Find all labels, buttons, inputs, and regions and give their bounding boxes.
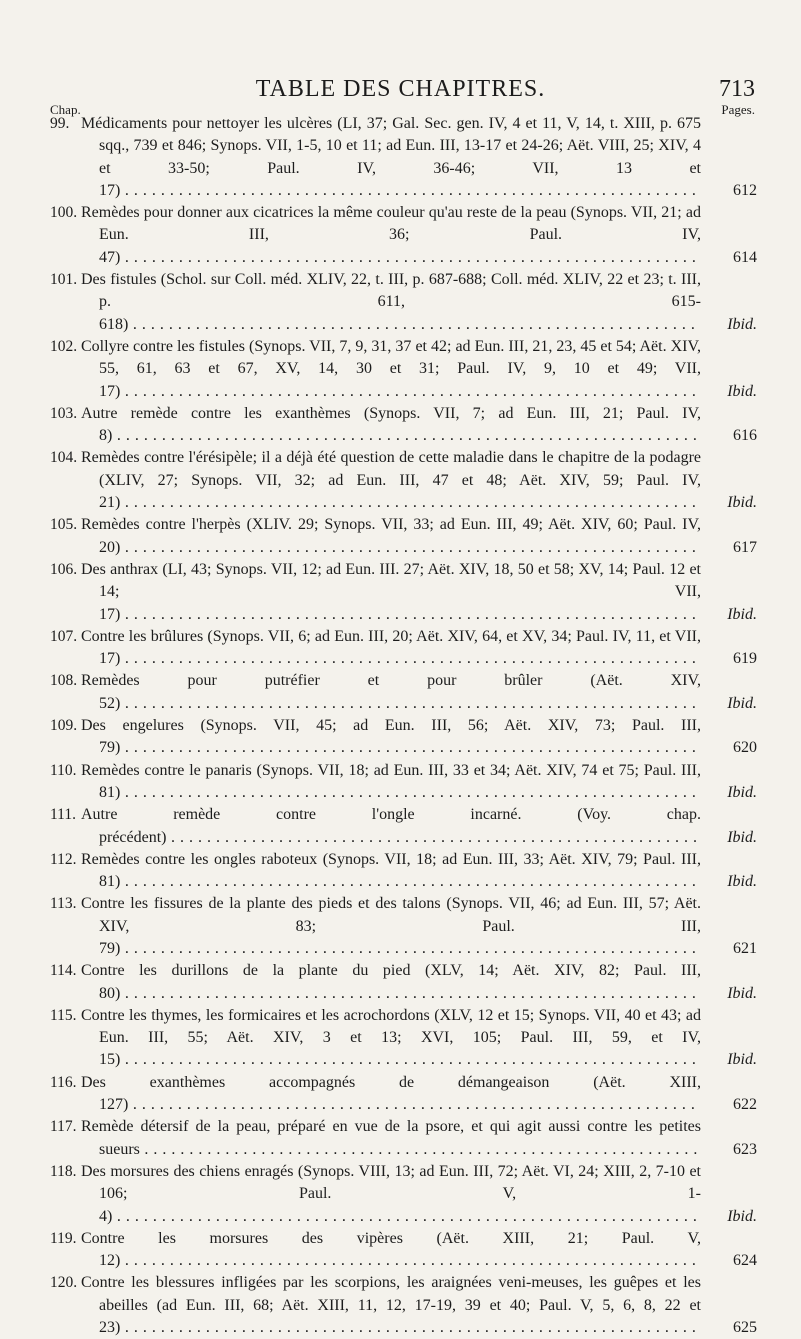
entry-text-block <box>81 1272 701 1339</box>
chapter-number: 105. <box>50 516 78 534</box>
chapter-title: Remèdes pour donner aux cicatrices la même couleur qu'au reste de la peau (Synops. VII, 21; ad Eun. III, 36; Paul. IV, 47) . . . <box>81 204 701 266</box>
chapter-number: 114. <box>50 962 77 980</box>
toc-entry <box>50 849 757 894</box>
toc-entry <box>50 626 757 671</box>
page-reference: Ibid. <box>699 983 757 1005</box>
entry-text-block <box>81 403 701 448</box>
entry-text-block <box>81 670 701 715</box>
chapter-number: 104. <box>50 449 78 467</box>
toc-entry <box>50 559 757 626</box>
entry-text-block <box>81 760 701 805</box>
chapter-title: Contre les durillons de la plante du pied (XLV, 14; Aët. XIV, 82; Paul. III, 80) . . . <box>81 962 701 1001</box>
chapter-number: 116. <box>50 1073 77 1091</box>
page-reference: Ibid. <box>699 314 757 336</box>
toc-entry <box>50 514 757 559</box>
chapter-title: Remèdes contre l'érésipèle; il a déjà été question de cette maladie dans le chapitre de la podagre (XLIV, 27; Synops. VII, 32; ad Eun. III, 47 et 48; Aët. XIV, 59; Paul. IV, 21) . . . <box>81 449 701 511</box>
chapter-title: Des engelures (Synops. VII, 45; ad Eun. III, 56; Aët. XIV, 73; Paul. III, 79) . . . <box>81 717 701 756</box>
toc-entry <box>50 447 757 514</box>
chapter-title: Contre les fissures de la plante des pieds et des talons (Synops. VII, 46; ad Eun. III, 57; Aët. XIV, 83; Paul. III, 79) . . . <box>81 895 701 957</box>
chapter-number: 117. <box>50 1118 77 1136</box>
entry-text-block <box>81 1116 701 1161</box>
page-number: 713 <box>719 76 755 102</box>
page-reference: Ibid. <box>699 827 757 849</box>
chapter-title: Remède détersif de la peau, préparé en vue de la psore, et qui agit aussi contre les petites sueurs . . . <box>81 1118 701 1157</box>
entry-text-block <box>81 1072 701 1117</box>
column-head-pages: Pages. <box>721 102 755 117</box>
chapter-title: Collyre contre les fistules (Synops. VII, 7, 9, 31, 37 et 42; ad Eun. III, 21, 23, 45 et 54; Aët. XIV, 55, 61, 63 et 67, XV, 14, 30 et 31; Paul. IV, 9, 10 et 49; VII, 17) . . . <box>81 338 701 400</box>
toc-entry <box>50 1228 757 1273</box>
chapter-title: Des exanthèmes accompagnés de démangeaison (Aët. XIII, 127) . . . <box>81 1074 701 1113</box>
chapter-number: 108. <box>50 672 78 690</box>
toc-entry <box>50 403 757 448</box>
table-of-contents <box>50 113 757 1339</box>
chapter-title: Des morsures des chiens enragés (Synops. VIII, 13; ad Eun. III, 72; Aët. VI, 24; XIII, 2, 7-10 et 106; Paul. V, 1-4) . . . <box>81 1163 701 1225</box>
chapter-title: Remèdes contre le panaris (Synops. VII, 18; ad Eun. III, 33 et 34; Aët. XIV, 74 et 75; Paul. III, 81) . . . <box>81 762 701 801</box>
entry-text-block <box>81 447 701 514</box>
page-reference: Ibid. <box>699 1049 757 1071</box>
chapter-number: 111. <box>50 806 76 824</box>
entry-text-block <box>81 715 701 760</box>
toc-entry <box>50 1161 757 1228</box>
toc-entry <box>50 269 757 336</box>
toc-entry <box>50 1072 757 1117</box>
page-reference: 619 <box>699 648 757 670</box>
toc-entry <box>50 893 757 960</box>
entry-text-block <box>81 626 701 671</box>
entry-text-block <box>81 113 701 202</box>
toc-entry <box>50 670 757 715</box>
entry-text-block <box>81 960 701 1005</box>
toc-entry <box>50 202 757 269</box>
page-reference: 621 <box>699 938 757 960</box>
page-reference: 617 <box>699 537 757 559</box>
page-reference: 612 <box>699 180 757 202</box>
page-reference: Ibid. <box>699 693 757 715</box>
chapter-number: 100. <box>50 204 78 222</box>
chapter-title: Remèdes pour putréfier et pour brûler (Aët. XIV, 52) . . . <box>81 672 701 711</box>
chapter-title: Médicaments pour nettoyer les ulcères (LI, 37; Gal. Sec. gen. IV, 4 et 11, V, 14, t. XIII, p. 675 sqq., 739 et 846; Synops. VII, 1-5, 10 et 11; ad Eun. III, 13-17 et 24-26; Aët. VIII, 25; XIV, 4 et 33-50; Paul. IV, 36-46; VII, 13 et 17) . . . <box>81 115 701 199</box>
chapter-number: 120. <box>50 1274 78 1292</box>
chapter-title: Remèdes contre les ongles raboteux (Synops. VII, 18; ad Eun. III, 33; Aët. XIV, 79; Paul. III, 81) . . . <box>81 851 701 890</box>
chapter-number: 109. <box>50 717 78 735</box>
chapter-number: 113. <box>50 895 77 913</box>
page-reference: Ibid. <box>699 782 757 804</box>
chapter-number: 102. <box>50 337 78 355</box>
toc-entry <box>50 1005 757 1072</box>
entry-text-block <box>81 514 701 559</box>
chapter-number: 112. <box>50 850 77 868</box>
chapter-title: Contre les morsures des vipères (Aët. XIII, 21; Paul. V, 12) . . . <box>81 1230 701 1269</box>
chapter-number: 107. <box>50 627 78 645</box>
page-reference: Ibid. <box>699 381 757 403</box>
page-reference: 622 <box>699 1094 757 1116</box>
chapter-title: Contre les brûlures (Synops. VII, 6; ad Eun. III, 20; Aët. XIV, 64, et XV, 34; Paul. IV, 11, et VII, 17) . . . <box>81 628 701 667</box>
page-reference: 623 <box>699 1139 757 1161</box>
page-reference: Ibid. <box>699 871 757 893</box>
chapter-title: Des fistules (Schol. sur Coll. méd. XLIV, 22, t. III, p. 687-688; Coll. méd. XLIV, 22 et 23; t. III, p. 611, 615-618) . . . <box>81 271 701 333</box>
chapter-title: Des anthrax (LI, 43; Synops. VII, 12; ad Eun. III. 27; Aët. XIV, 18, 50 et 58; XV, 14; Paul. 12 et 14; VII, 17) . . . <box>81 561 701 623</box>
column-head-chapter: Chap. <box>50 102 81 117</box>
chapter-title: Autre remède contre l'ongle incarné. (Voy. chap. précédent) . . . <box>81 806 701 845</box>
chapter-title: Autre remède contre les exanthèmes (Synops. VII, 7; ad Eun. III, 21; Paul. IV, 8) . . . <box>81 405 701 444</box>
entry-text-block <box>81 893 701 960</box>
chapter-title: Contre les blessures infligées par les scorpions, les araignées veni-meuses, les guêpes et les abeilles (ad Eun. III, 68; Aët. XIII, 11, 12, 17-19, 39 et 40; Paul. V, 5, 6, 8, 22 et 23) . . . <box>81 1274 701 1336</box>
page-reference: 616 <box>699 425 757 447</box>
entry-text-block <box>81 849 701 894</box>
toc-entry <box>50 1116 757 1161</box>
chapter-number: 118. <box>50 1162 77 1180</box>
entry-text-block <box>81 1161 701 1228</box>
entry-text-block <box>81 202 701 269</box>
page-reference: 624 <box>699 1250 757 1272</box>
entry-text-block <box>81 1005 701 1072</box>
toc-entry <box>50 804 757 849</box>
chapter-title: Contre les thymes, les formicaires et les acrochordons (XLV, 12 et 15; Synops. VII, 40 et 43; ad Eun. III, 55; Aët. XIV, 3 et 13; XVI, 105; Paul. III, 59, et IV, 15) . . . <box>81 1007 701 1069</box>
chapter-number: 101. <box>50 271 78 289</box>
toc-entry <box>50 1272 757 1339</box>
page-reference: 625 <box>699 1317 757 1339</box>
toc-entry <box>50 113 757 202</box>
entry-text-block <box>81 559 701 626</box>
running-title: TABLE DES CHAPITRES. <box>255 76 546 102</box>
chapter-number: 103. <box>50 404 78 422</box>
entry-text-block <box>81 1228 701 1273</box>
chapter-number: 115. <box>50 1006 77 1024</box>
chapter-number: 119. <box>50 1229 77 1247</box>
chapter-number: 99. <box>50 115 70 132</box>
chapter-title: Remèdes contre l'herpès (XLIV. 29; Synops. VII, 33; ad Eun. III, 49; Aët. XIV, 60; Paul. IV, 20) . . . <box>81 516 701 555</box>
toc-entry <box>50 960 757 1005</box>
chapter-number: 106. <box>50 560 78 578</box>
page-reference: Ibid. <box>699 492 757 514</box>
page-reference: 614 <box>699 247 757 269</box>
page-reference: 620 <box>699 737 757 759</box>
toc-entry <box>50 760 757 805</box>
entry-text-block <box>81 336 701 403</box>
page-reference: Ibid. <box>699 604 757 626</box>
toc-entry <box>50 715 757 760</box>
chapter-number: 110. <box>50 761 77 779</box>
page-reference: Ibid. <box>699 1206 757 1228</box>
entry-text-block <box>81 269 701 336</box>
toc-entry <box>50 336 757 403</box>
entry-text-block <box>81 804 701 849</box>
